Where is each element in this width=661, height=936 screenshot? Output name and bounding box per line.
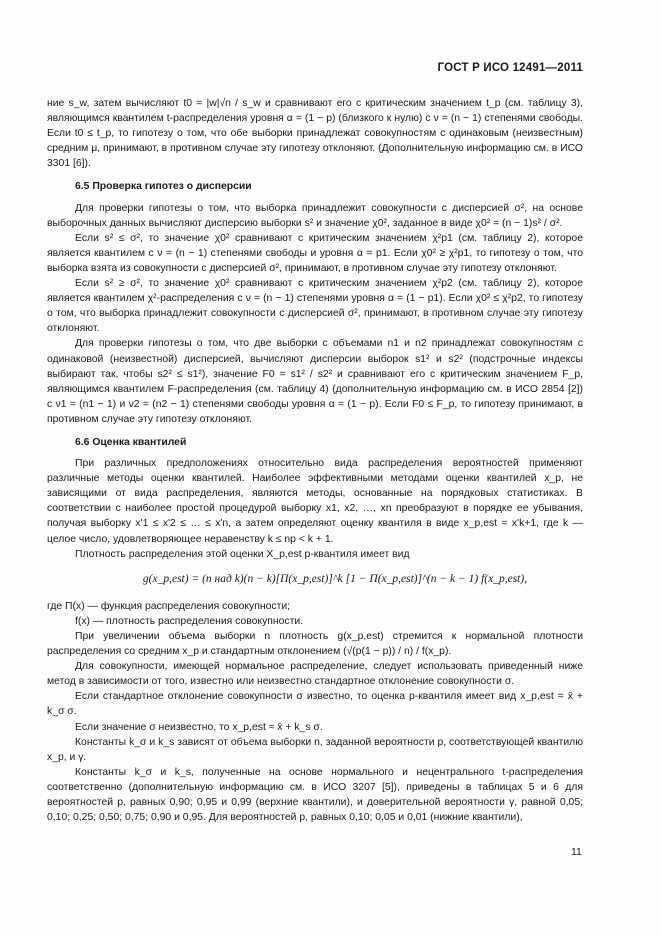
document-header: ГОСТ Р ИСО 12491—2011 bbox=[437, 62, 583, 74]
definition-item: где Π(x) — функция распределения совокупности; bbox=[47, 600, 291, 612]
density-formula: g(x_p,est) = (n над k)(n − k)[Π(x_p,est)]^k [1 − Π(x_p,est)]^(n − k − 1) f(x_p,est), bbox=[142, 572, 528, 585]
paragraph: Плотность распределения этой оценки X_p,est p-квантиля имеет вид bbox=[75, 548, 410, 560]
document-body bbox=[47, 96, 583, 825]
section-heading-6-5: 6.5 Проверка гипотез о дисперсии bbox=[75, 181, 252, 193]
paragraph: Для совокупности, имеющей нормальное распределение, следует использовать приведенный ниже метод в зависимости от того, известно или неизвестно стандартное отклонение совокупности σ. bbox=[47, 661, 583, 688]
paragraph: Для проверки гипотезы о том, что выборка принадлежит совокупности с дисперсией σ², на основе выборочных данных вычисляют дисперсию выборки s² и значение χ0², заданное в виде χ0² = (n − 1)s² / σ². bbox=[47, 202, 583, 229]
definition-item: f(x) — плотность распределения совокупности. bbox=[75, 615, 304, 627]
paragraph: При различных предположениях относительно вида распределения вероятностей применяют различные методы оценки квантилей. Наиболее эффективными методами оценки квантилей x_p, не зависящими от вида распределения, являются методы, основанные на порядковых статистиках. В соответствии с наиболее простой процедурой выборку x1, x2, …, xn преобразуют в порядке ее убывания, получая выборку x'1 ≤ x'2 ≤ … ≤ x'n, а затем определяют оценку квантиля в виде x_p,est = x'k+1, где k — целое число, удовлетворяющее неравенству k ≤ np < k + 1. bbox=[47, 458, 583, 545]
paragraph: Если стандартное отклонение совокупности σ известно, то оценка p-квантиля имеет вид x_p,est = x̄ + k_σ σ. bbox=[47, 691, 583, 718]
section-heading-6-6: 6.6 Оценка квантилей bbox=[75, 436, 187, 448]
paragraph: Для проверки гипотезы о том, что две выборки с объемами n1 и n2 принадлежат совокупностям с одинаковой (неизвестной) дисперсией, вычисляют дисперсии выборок s1² и s2² (подстрочные индексы выбирают так, чтобы s2² ≤ s1²), значение F0 = s1² / s2² и сравнивают его с критическим значением F_p, являющимся квантилем F-распределения (см. таблицу 4) (дополнительную информацию см. в ИСО 2854 [2]) с ν1 = (n1 − 1) и ν2 = (n2 − 1) степенями свободы уровня α = (1 − p). Если F0 ≤ F_p, то гипотезу принимают, в противном случае эту гипотезу отклоняют. bbox=[47, 338, 583, 425]
page-number: 11 bbox=[571, 846, 582, 858]
paragraph: ние s_w, затем вычисляют t0 = |w|√n / s_w и сравнивают его с критическим значением t_p (см. таблицу 3), являющимся квантилем t-распределения уровня α = (1 − p) (близкого к нулю) с ν = (n − 1) степенями свободы. Если t0 ≤ t_p, то гипотезу о том, что обе выборки принадлежат совокупностям с одинаковым (неизвестным) средним μ, принимают, в противном случае эту гипотезу отклоняют. (Дополнительную информацию см. в ИСО 3301 [6]). bbox=[47, 98, 583, 170]
paragraph: При увеличении объема выборки n плотность g(x_p,est) стремится к нормальной плотности распределения со средним x_p и стандартным отклонением (√(p(1 − p)) / n) / f(x_p). bbox=[47, 631, 583, 658]
paragraph: Если s² ≥ σ², то значение χ0² сравнивают с критическим значением χ²p2 (см. таблицу 2), которое является квантилем χ²-распределения с ν = (n − 1) степенями уровня α = (1 − p1). Если χ0² ≤ χ²p2, то гипотезу о том, что выборка принадлежит совокупности с дисперсией σ², принимают, в противном случае эту гипотезу отклоняют. bbox=[47, 278, 583, 335]
paragraph: Если значение σ неизвестно, то x_p,est ≈ x̄ + k_s σ. bbox=[75, 721, 323, 733]
paragraph: Если s² ≤ σ², то значение χ0² сравнивают с критическим значением χ²p1 (см. таблицу 2), которое является квантилем с ν = (n − 1) степенями свободы и уровня α = p1. Если χ0² ≥ χ²p1, то гипотезу о том, что выборка взята из совокупности с дисперсией σ², принимают, в противном случае эту гипотезу отклоняют. bbox=[47, 232, 583, 274]
paragraph: Константы k_σ и k_s зависят от объема выборки n, заданной вероятности p, соответствующей квантилю x_p, и γ. bbox=[47, 736, 583, 763]
paragraph: Константы k_σ и k_s, полученные на основе нормального и нецентрального t-распределения соответственно (дополнительную информацию см. в ИСО 3207 [5]), приведены в таблицах 5 и 6 для вероятностей p, равных 0,90; 0,95 и 0,99 (верхние квантили), и доверительной вероятности γ, равной 0,05; 0,10; 0,25; 0,50; 0,75; 0,90 и 0,95. Для вероятностей p, равных 0,10; 0,05 и 0,01 (нижние квантили), bbox=[47, 766, 583, 824]
definition-list bbox=[47, 599, 583, 629]
